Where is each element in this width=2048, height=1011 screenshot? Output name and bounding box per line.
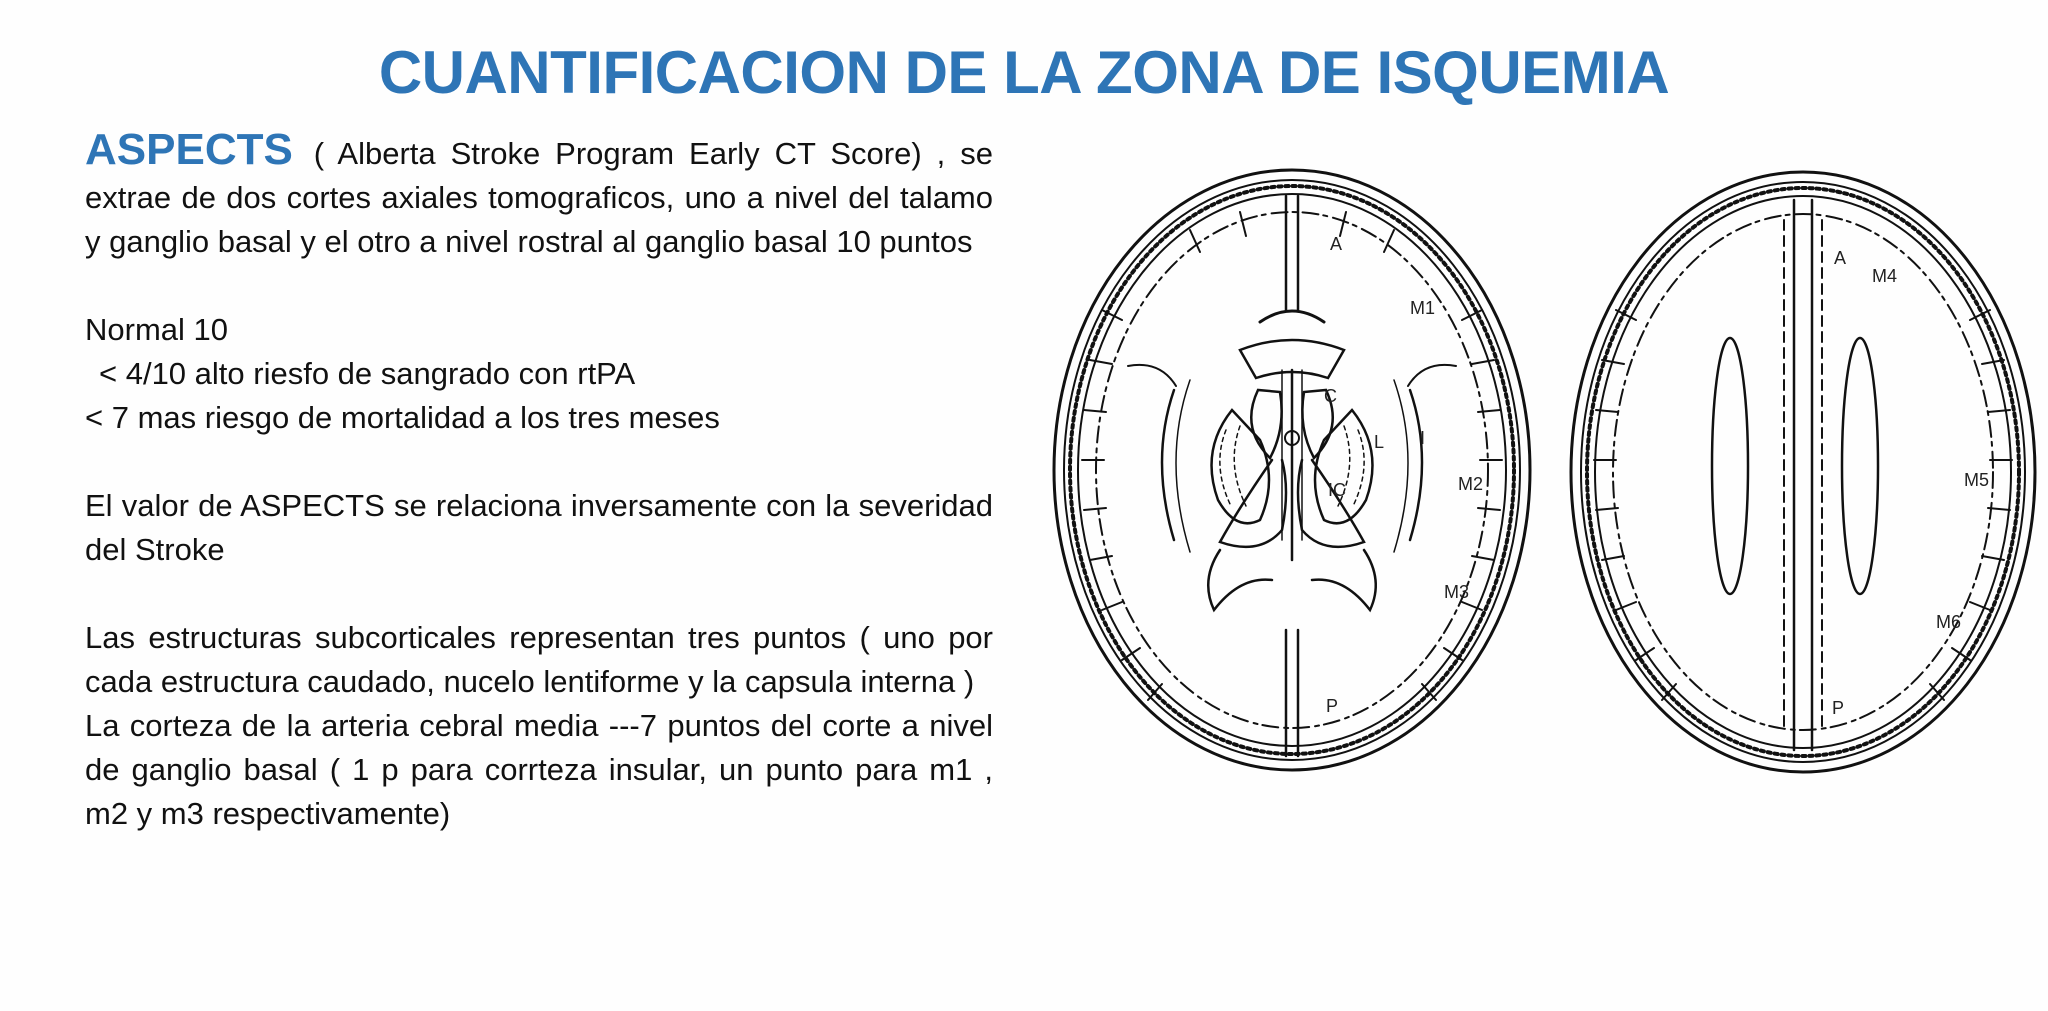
score-mortality-risk: < 7 mas riesgo de mortalidad a los tres meses [85, 400, 720, 435]
label-m1: M1 [1410, 298, 1436, 318]
label-m2: M2 [1458, 474, 1484, 494]
label-c: C [1324, 386, 1337, 406]
aspects-heading: ASPECTS [85, 125, 293, 174]
score-normal: Normal 10 [85, 312, 228, 347]
intro-text: ( Alberta Stroke Program Early CT Score) , se extrae de dos cortes axiales tomograficos, uno a nivel del talamo y ganglio basal y el otro a nivel rostral al ganglio basal 10 puntos [85, 136, 993, 259]
relation-paragraph: El valor de ASPECTS se relaciona inversamente con la severidad del Stroke [85, 488, 993, 567]
supraganglionic-level-labels [1832, 248, 1989, 718]
subcortical-paragraph: Las estructuras subcorticales representan tres puntos ( uno por cada estructura caudado, nucelo lentiforme y la capsula interna ) [85, 620, 993, 699]
cortex-paragraph: La corteza de la arteria cebral media ---7 puntos del corte a nivel de ganglio basal ( 1 p para corrteza insular, un punto para m1 , m2 y m3 respectivamente) [85, 708, 993, 831]
label-m4: M4 [1872, 266, 1898, 286]
label-i: I [1420, 428, 1426, 448]
label-p-left: P [1326, 696, 1339, 716]
slide-title: CUANTIFICACION DE LA ZONA DE ISQUEMIA [378, 39, 1670, 106]
score-bleeding-risk: < 4/10 alto riesfo de sangrado con rtPA [99, 356, 636, 391]
body-text [85, 125, 993, 836]
label-a-left: A [1330, 234, 1343, 254]
label-p-right: P [1832, 698, 1845, 718]
label-m6: M6 [1936, 612, 1962, 632]
label-ic: IC [1328, 480, 1346, 500]
label-m3: M3 [1444, 582, 1470, 602]
label-l: L [1374, 432, 1385, 452]
intro-paragraph [85, 125, 993, 264]
label-m5: M5 [1964, 470, 1990, 490]
ganglionic-level-slice [1054, 170, 1530, 770]
label-a-right: A [1834, 248, 1847, 268]
aspects-brain-diagram [1050, 160, 2048, 800]
brain-sections-svg [1050, 160, 2048, 800]
